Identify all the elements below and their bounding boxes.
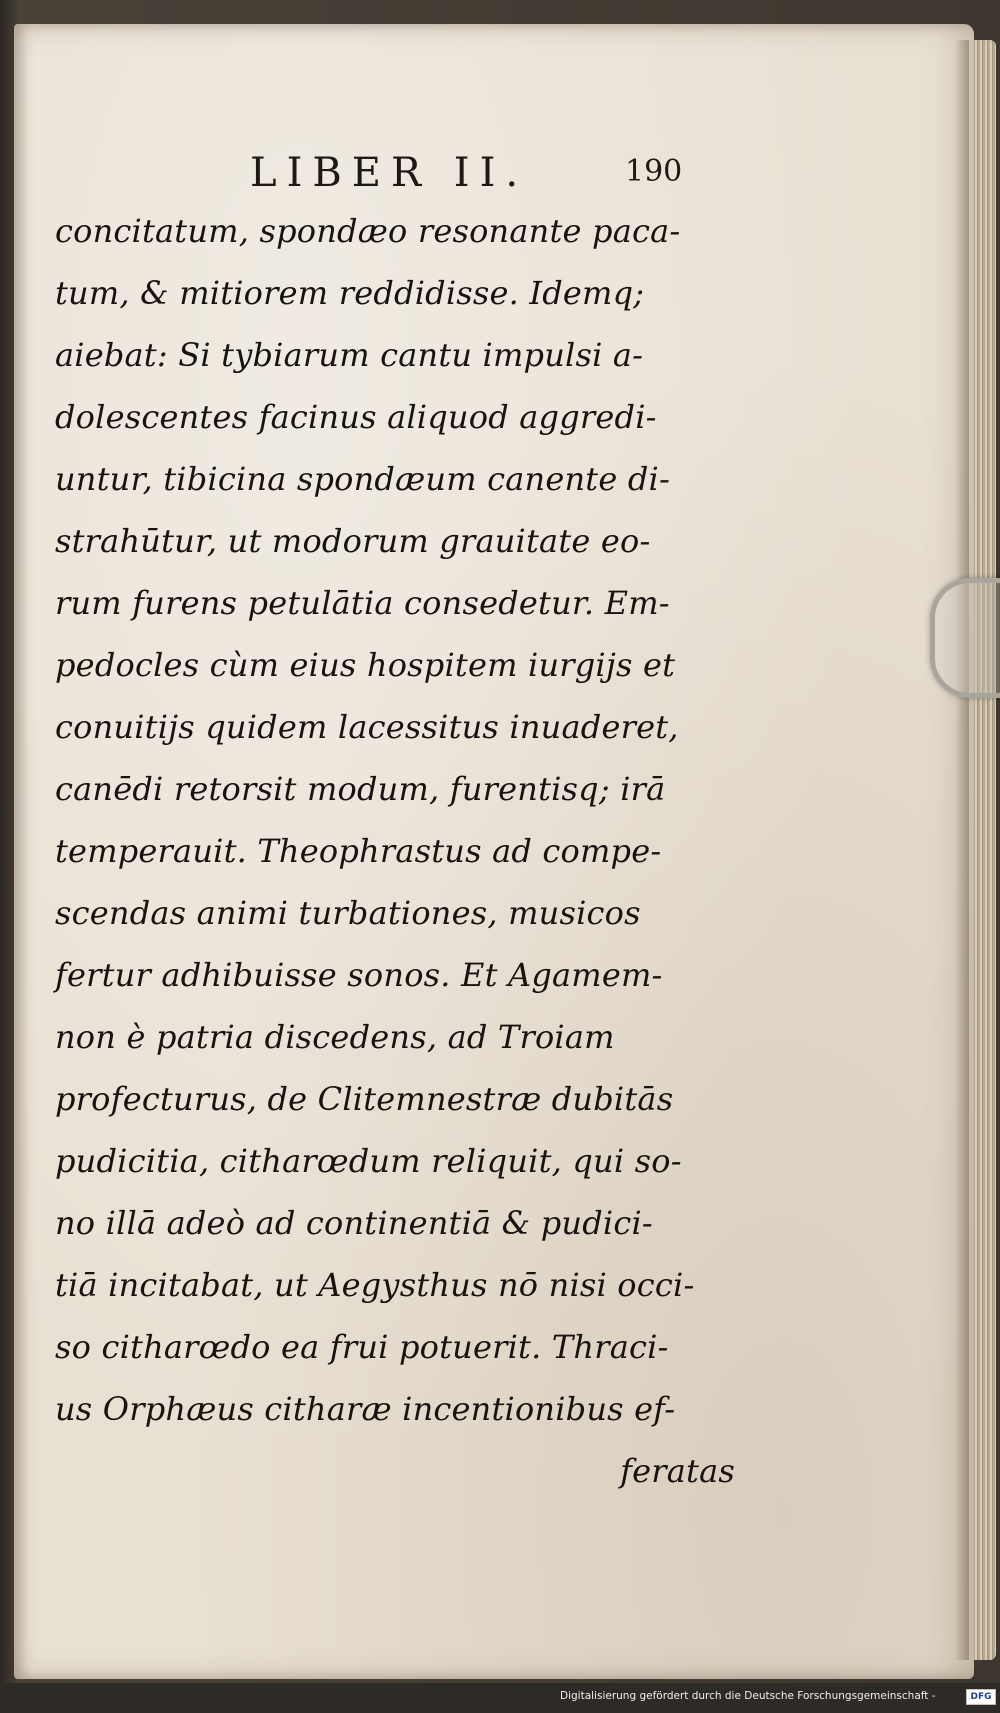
text-line: canēdi retorsit modum, furentisq; irā: [55, 770, 666, 808]
folio-number: 190: [625, 154, 683, 189]
book-clasp: [930, 578, 1000, 698]
running-head: LIBER II.: [250, 150, 529, 196]
text-line: us Orphæus citharæ incentionibus ef-: [55, 1390, 676, 1428]
text-line: no illā adeò ad continentiā & pudici-: [55, 1204, 653, 1242]
text-line: strahūtur, ut modorum grauitate eo-: [55, 522, 651, 560]
catchword: feratas: [620, 1452, 735, 1490]
text-line: pudicitia, citharœdum reliquit, qui so-: [55, 1142, 682, 1180]
body-text: [55, 200, 735, 1502]
text-line: aiebat: Si tybiarum cantu impulsi a-: [55, 336, 644, 374]
text-line: non è patria discedens, ad Troiam: [55, 1018, 615, 1056]
text-line: profecturus, de Clitemnestræ dubitās: [55, 1080, 674, 1118]
text-line: pedocles cùm eius hospitem iurgijs et: [55, 646, 676, 684]
text-line: scendas animi turbationes, musicos: [55, 894, 641, 932]
dfg-logo-icon: DFG: [966, 1689, 996, 1705]
page-edge-shadow: [955, 40, 969, 1660]
text-line: conuitijs quidem lacessitus inuaderet,: [55, 708, 679, 746]
text-line: temperauit. Theophrastus ad compe-: [55, 832, 662, 870]
text-line: tum, & mitiorem reddidisse. Idemq;: [55, 274, 645, 312]
text-line: concitatum, spondæo resonante paca-: [55, 212, 681, 250]
text-line: rum furens petulātia consedetur. Em-: [55, 584, 670, 622]
digitization-credit: Digitalisierung gefördert durch die Deutsche Forschungsgemeinschaft -: [560, 1690, 936, 1702]
text-line: untur, tibicina spondæum canente di-: [55, 460, 670, 498]
text-line: dolescentes facinus aliquod aggredi-: [55, 398, 657, 436]
text-line: fertur adhibuisse sonos. Et Agamem-: [55, 956, 663, 994]
text-line: tiā incitabat, ut Aegysthus nō nisi occi-: [55, 1266, 695, 1304]
page-header: [240, 150, 740, 200]
text-line: so citharœdo ea frui potuerit. Thraci-: [55, 1328, 669, 1366]
